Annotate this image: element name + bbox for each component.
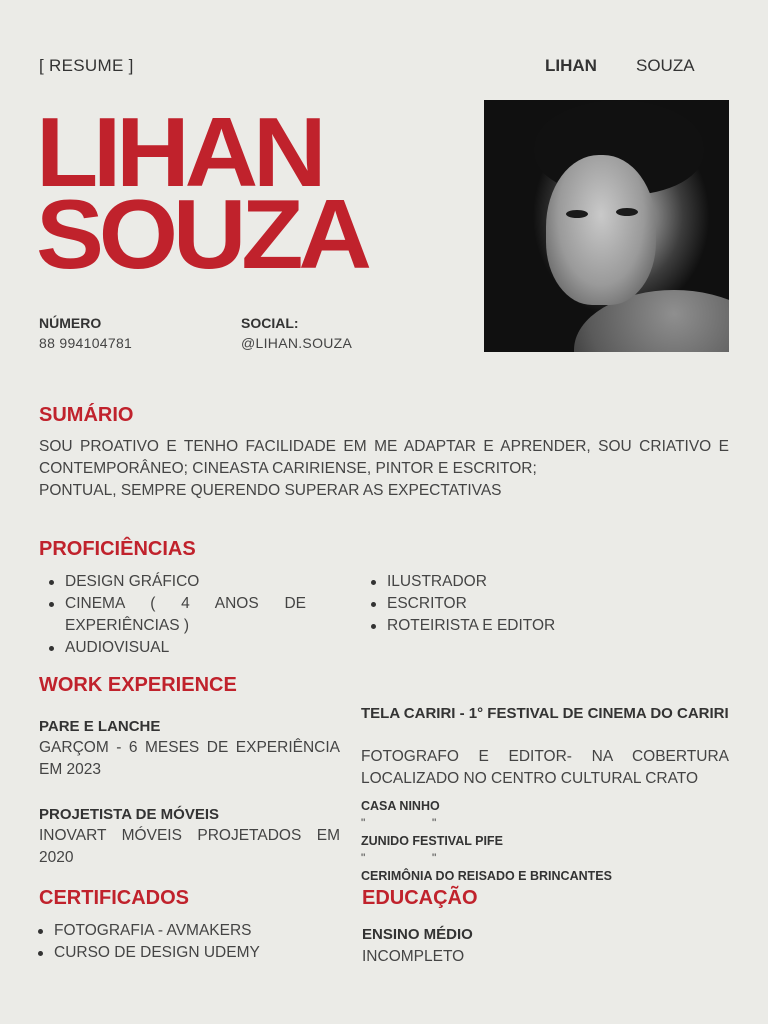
list-item: FOTOGRAFIA - AVMAKERS bbox=[54, 920, 354, 942]
summary-title: SUMÁRIO bbox=[39, 404, 134, 426]
job2-description: INOVART MÓVEIS PROJETADOS EM 2020 bbox=[39, 827, 340, 866]
job3-title: TELA CARIRI - 1° FESTIVAL DE CINEMA DO CARIRI bbox=[361, 705, 729, 722]
name-title bbox=[36, 97, 367, 289]
proficiencies-list-right bbox=[361, 571, 687, 637]
list-item: AUDIOVISUAL bbox=[65, 637, 306, 659]
ditto-mark: " " bbox=[361, 851, 437, 865]
name-title-line1: LIHAN bbox=[36, 97, 322, 207]
summary-text bbox=[39, 436, 729, 502]
ditto-mark: " " bbox=[361, 816, 437, 830]
profile-photo bbox=[484, 100, 729, 352]
job1-description: GARÇOM - 6 MESES DE EXPERIÊNCIA EM 2023 bbox=[39, 739, 340, 778]
photo-face bbox=[546, 155, 656, 305]
work-title: WORK EXPERIENCE bbox=[39, 674, 237, 696]
social-label: SOCIAL: bbox=[241, 315, 299, 331]
list-item: ILUSTRADOR bbox=[387, 571, 687, 593]
resume-tag: [ RESUME ] bbox=[39, 56, 134, 75]
header-last-name: SOUZA bbox=[636, 56, 695, 75]
summary-line1: SOU PROATIVO E TENHO FACILIDADE EM ME ADAPTAR E APRENDER, SOU CRIATIVO E CONTEMPORÂNEO; CINEASTA CARIRIENSE, PINTOR E ESCRITOR; bbox=[39, 438, 729, 477]
proficiencies-title: PROFICIÊNCIAS bbox=[39, 538, 196, 560]
photo-eye bbox=[616, 208, 638, 216]
job1-title: PARE E LANCHE bbox=[39, 718, 161, 735]
phone-value: 88 994104781 bbox=[39, 335, 133, 351]
phone-label: NÚMERO bbox=[39, 315, 102, 331]
job3-description: FOTOGRAFO E EDITOR- NA COBERTURA LOCALIZADO NO CENTRO CULTURAL CRATO bbox=[361, 748, 729, 787]
certificates-title: CERTIFICADOS bbox=[39, 887, 189, 909]
list-item: ESCRITOR bbox=[387, 593, 687, 615]
festival-item-3: CERIMÔNIA DO REISADO E BRINCANTES bbox=[361, 869, 612, 883]
job2-title: PROJETISTA DE MÓVEIS bbox=[39, 806, 220, 823]
social-value: @LIHAN.SOUZA bbox=[241, 335, 353, 351]
education-level: ENSINO MÉDIO bbox=[362, 926, 473, 943]
list-item: ROTEIRISTA E EDITOR bbox=[387, 615, 687, 637]
education-status: INCOMPLETO bbox=[362, 948, 465, 965]
header-first-name: LIHAN bbox=[545, 56, 597, 75]
education-title: EDUCAÇÃO bbox=[362, 887, 478, 909]
list-item: CINEMA ( 4 ANOS DE EXPERIÊNCIAS ) bbox=[65, 593, 306, 637]
summary-line2: PONTUAL, SEMPRE QUERENDO SUPERAR AS EXPECTATIVAS bbox=[39, 482, 502, 499]
festival-item-2: ZUNIDO FESTIVAL PIFE bbox=[361, 834, 503, 848]
list-item: CURSO DE DESIGN UDEMY bbox=[54, 942, 354, 964]
proficiencies-list-left bbox=[39, 571, 306, 659]
photo-eye bbox=[566, 210, 588, 218]
list-item: DESIGN GRÁFICO bbox=[65, 571, 306, 593]
certificates-list bbox=[28, 920, 354, 964]
name-title-line2: SOUZA bbox=[36, 179, 367, 289]
festival-item-1: CASA NINHO bbox=[361, 799, 440, 813]
